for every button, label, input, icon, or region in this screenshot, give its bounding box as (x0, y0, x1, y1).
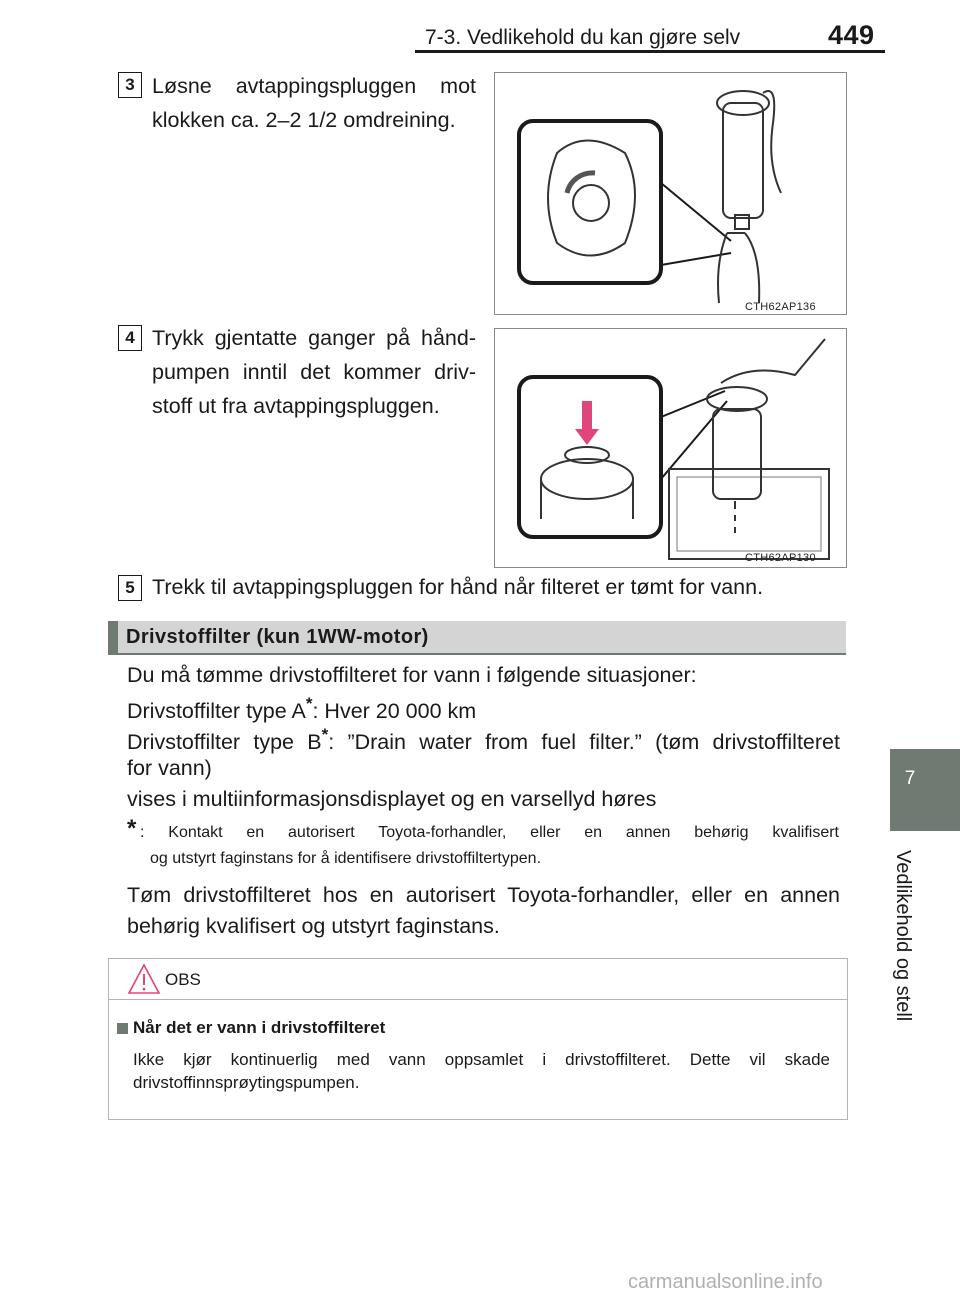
figure-code-step-4: CTH62AP130 (745, 552, 816, 564)
step-3-line-1: Løsne avtappingspluggen mot (152, 74, 476, 98)
page-number: 449 (828, 20, 875, 50)
step-3-text (152, 69, 476, 137)
note-star: * (127, 815, 137, 842)
caution-box (108, 958, 848, 1120)
caution-body-line-2: drivstoffinnsprøytingspumpen. (133, 1073, 360, 1092)
footnote-star: * (321, 725, 329, 744)
fuel-filter-drain-illustration (495, 73, 846, 314)
filter-type-b-message: : ”Drain water from fuel filter.” (tøm drivstoffilteret (328, 730, 840, 754)
chapter-tab-title: Vedlikehold og stell (892, 850, 914, 1022)
warning-triangle-icon (127, 962, 161, 996)
section-para2-line-2: behørig kvalifisert og utstyrt faginstans. (127, 914, 500, 938)
section-body-line-4: for vann) (127, 756, 212, 780)
note-line-1: : Kontakt en autorisert Toyota-forhandler, eller en annen behørig kvalifisert (140, 824, 839, 841)
step-3-line-2: klokken ca. 2–2 1/2 omdreining. (152, 108, 456, 132)
section-header-underline (108, 653, 846, 655)
caution-title: Når det er vann i drivstoffilteret (133, 1018, 386, 1037)
filter-type-a-interval: : Hver 20 000 km (312, 699, 477, 723)
section-body-line-1: Du må tømme drivstoffilteret for vann i følgende situasjoner: (127, 663, 697, 687)
chapter-tab (890, 749, 960, 831)
step-4-line-1: Trykk gjentatte ganger på hånd- (152, 326, 476, 350)
step-5-text: Trekk til avtappingspluggen for hånd når filteret er tømt for vann. (152, 575, 764, 599)
section-header-accent (108, 621, 118, 655)
hand-pump-illustration (495, 329, 846, 567)
caution-bullet (117, 1023, 128, 1034)
section-body-line-3 (127, 725, 840, 755)
figure-step-4 (494, 328, 847, 568)
step-4-line-2: pumpen inntil det kommer driv- (152, 360, 476, 384)
caution-body-line-1: Ikke kjør kontinuerlig med vann oppsamlet i drivstoffilteret. Dette vil skade (133, 1050, 830, 1069)
footnote-star: * (305, 694, 313, 713)
header-rule (415, 50, 885, 53)
chapter-tab-number: 7 (904, 768, 916, 789)
filter-type-a-label: Drivstoffilter type A (127, 699, 306, 723)
step-4-text (152, 321, 476, 423)
step-number-5: 5 (118, 575, 142, 601)
figure-code-step-3: CTH62AP136 (745, 301, 816, 313)
step-4-line-3: stoff ut fra avtappingspluggen. (152, 394, 440, 418)
caution-divider (109, 999, 847, 1000)
watermark: carmanualsonline.info (628, 1271, 823, 1293)
step-number-4: 4 (118, 325, 142, 351)
filter-type-b-label: Drivstoffilter type B (127, 730, 322, 754)
section-title: Drivstoffilter (kun 1WW-motor) (126, 626, 429, 648)
figure-step-3 (494, 72, 847, 315)
section-body-line-5: vises i multiinformasjonsdisplayet og en varsellyd høres (127, 787, 657, 811)
section-body-line-2 (127, 694, 476, 724)
step-number-3: 3 (118, 72, 142, 98)
section-para2-line-1: Tøm drivstoffilteret hos en autorisert Toyota-forhandler, eller en annen (127, 883, 840, 907)
note-line-2: og utstyrt faginstans for å identifisere drivstoffiltertypen. (150, 850, 542, 867)
running-header-section: 7-3. Vedlikehold du kan gjøre selv (425, 26, 741, 49)
caution-label: OBS (165, 970, 201, 989)
